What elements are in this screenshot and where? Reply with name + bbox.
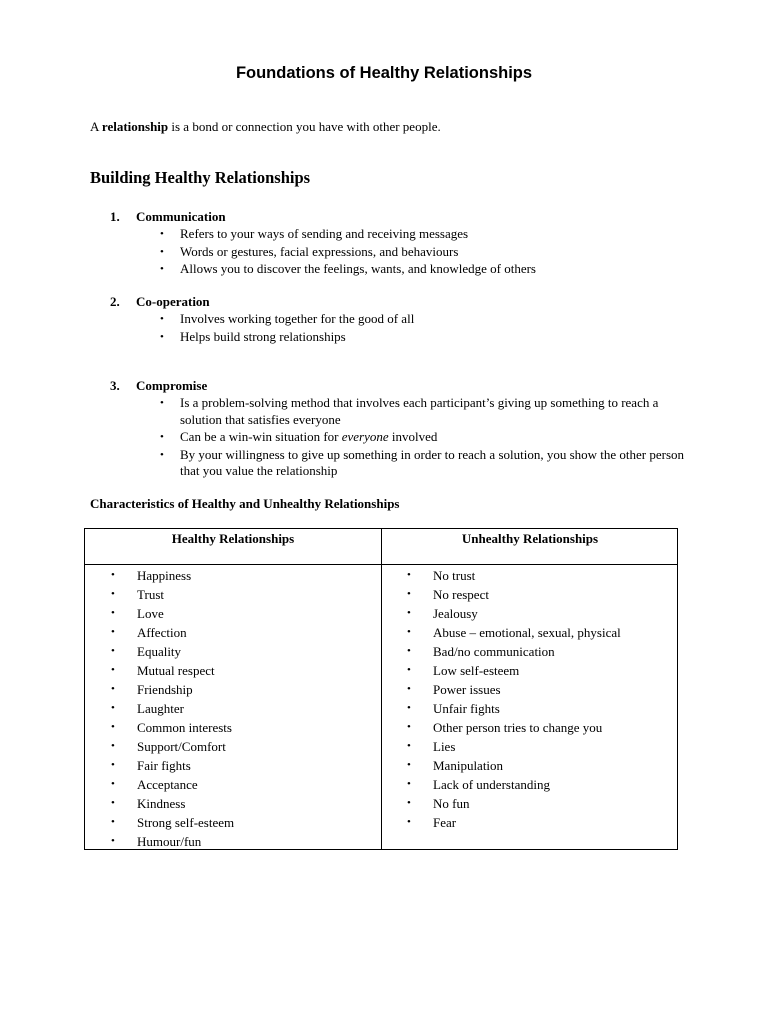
healthy-item-text: Support/Comfort <box>137 739 226 754</box>
bullet-icon: • <box>160 397 164 409</box>
list-item <box>160 244 710 261</box>
item-number: 1. <box>110 209 120 224</box>
healthy-item <box>111 794 234 813</box>
item-number: 3. <box>110 378 120 393</box>
bullet-icon: • <box>111 797 115 809</box>
list-item-text: Helps build strong relationships <box>180 328 346 344</box>
bullet-icon: • <box>111 759 115 771</box>
bullet-icon: • <box>407 607 411 619</box>
healthy-item <box>111 737 234 756</box>
bullet-icon: • <box>160 313 164 325</box>
healthy-item <box>111 775 234 794</box>
bullet-icon: • <box>111 683 115 695</box>
item-heading <box>110 208 710 226</box>
intro-term: relationship <box>101 119 169 134</box>
unhealthy-item <box>407 813 621 832</box>
bullet-icon: • <box>160 330 164 343</box>
healthy-item <box>111 585 234 604</box>
bullet-icon: • <box>407 702 411 714</box>
bullet-icon: • <box>111 778 115 790</box>
column-divider <box>381 529 382 849</box>
healthy-item-text: Humour/fun <box>137 834 202 849</box>
healthy-item-text: Trust <box>137 587 164 602</box>
healthy-item <box>111 566 234 585</box>
bullet-icon: • <box>111 664 115 676</box>
characteristics-table <box>84 528 678 850</box>
healthy-list <box>111 566 234 851</box>
healthy-item <box>111 756 234 775</box>
bullet-icon: • <box>160 431 164 443</box>
bullet-icon: • <box>160 448 164 461</box>
unhealthy-item <box>407 756 621 775</box>
list-item <box>160 261 710 278</box>
bullet-icon: • <box>111 645 115 657</box>
list-item <box>160 226 710 243</box>
bullet-icon: • <box>407 664 411 676</box>
unhealthy-item <box>407 604 621 623</box>
list-item <box>160 395 690 428</box>
healthy-item <box>111 699 234 718</box>
unhealthy-item <box>407 794 621 813</box>
bullet-icon: • <box>160 245 164 258</box>
item-bullet-list <box>110 395 690 480</box>
healthy-item-text: Strong self-esteem <box>137 815 235 830</box>
unhealthy-item <box>407 680 621 699</box>
page-title: Foundations of Healthy Relationships <box>235 64 533 82</box>
bullet-icon: • <box>111 607 115 619</box>
bullet-icon: • <box>407 588 411 600</box>
bullet-icon: • <box>407 626 411 638</box>
unhealthy-item <box>407 737 621 756</box>
list-item <box>160 447 690 480</box>
healthy-item <box>111 680 234 699</box>
unhealthy-item <box>407 775 621 794</box>
unhealthy-item-text: Power issues <box>433 682 501 697</box>
list-item <box>160 311 710 328</box>
unhealthy-item <box>407 585 621 604</box>
item-compromise <box>110 377 690 481</box>
healthy-item-text: Happiness <box>137 568 192 583</box>
unhealthy-item-text: Lack of understanding <box>433 777 550 792</box>
list-item-text: Allows you to discover the feelings, wants, and knowledge of others <box>180 261 536 276</box>
healthy-item <box>111 642 234 661</box>
healthy-item <box>111 832 234 851</box>
bullet-icon: • <box>160 263 164 275</box>
unhealthy-item-text: No fun <box>433 796 470 811</box>
bullet-icon: • <box>407 759 411 771</box>
item-heading <box>110 377 690 395</box>
unhealthy-item-text: Manipulation <box>433 758 504 773</box>
bullet-icon: • <box>407 778 411 790</box>
item-communication <box>110 208 710 279</box>
list-item-text: Refers to your ways of sending and receiving messages <box>180 226 469 241</box>
healthy-item-text: Fair fights <box>137 758 191 773</box>
intro-paragraph <box>90 119 441 135</box>
item-heading-text: Compromise <box>136 378 208 393</box>
header-row-divider <box>85 564 677 565</box>
bullet-icon: • <box>111 702 115 714</box>
list-item-text-before: Can be a win-win situation for <box>180 429 342 444</box>
healthy-item-text: Mutual respect <box>137 663 215 678</box>
healthy-item-text: Laughter <box>137 701 184 716</box>
bullet-icon: • <box>111 740 115 752</box>
item-number: 2. <box>110 294 120 309</box>
unhealthy-item <box>407 699 621 718</box>
healthy-column-header: Healthy Relationships <box>171 531 295 546</box>
list-item-text: Words or gestures, facial expressions, and behaviours <box>180 243 459 259</box>
unhealthy-item-text: Abuse – emotional, sexual, physical <box>433 625 621 640</box>
healthy-item-text: Kindness <box>137 796 186 811</box>
unhealthy-item-text: No respect <box>433 587 489 602</box>
bullet-icon: • <box>407 683 411 695</box>
list-item-text <box>180 429 437 444</box>
healthy-item-text: Love <box>137 606 164 621</box>
unhealthy-item <box>407 642 621 661</box>
unhealthy-item-text: Other person tries to change you <box>433 720 603 735</box>
bullet-icon: • <box>407 645 411 657</box>
bullet-icon: • <box>111 816 115 828</box>
unhealthy-item-text: Fear <box>433 815 457 830</box>
bullet-icon: • <box>111 569 115 581</box>
bullet-icon: • <box>407 797 411 809</box>
unhealthy-item <box>407 566 621 585</box>
bullet-icon: • <box>407 721 411 733</box>
healthy-item <box>111 813 234 832</box>
bullet-icon: • <box>111 835 115 847</box>
bullet-icon: • <box>160 228 164 240</box>
list-item-text-after: involved <box>388 429 438 444</box>
healthy-item-text: Equality <box>137 644 182 659</box>
healthy-item <box>111 623 234 642</box>
bullet-icon: • <box>407 816 411 828</box>
item-bullet-list <box>110 311 710 345</box>
healthy-item-text: Acceptance <box>137 777 198 792</box>
list-item <box>160 429 690 446</box>
bullet-icon: • <box>111 626 115 638</box>
healthy-item-text: Affection <box>137 625 187 640</box>
intro-prefix: A <box>90 119 102 134</box>
section-title: Building Healthy Relationships <box>90 168 311 187</box>
healthy-item <box>111 718 234 737</box>
unhealthy-item <box>407 661 621 680</box>
list-item-text: By your willingness to give up something in order to reach a solution, you show the other person that you value the relationship <box>180 446 685 478</box>
unhealthy-item-text: No trust <box>433 568 476 583</box>
healthy-item <box>111 604 234 623</box>
unhealthy-item-text: Lies <box>433 739 456 754</box>
unhealthy-item <box>407 718 621 737</box>
unhealthy-list <box>407 566 621 832</box>
bullet-icon: • <box>111 721 115 733</box>
bullet-icon: • <box>407 569 411 581</box>
intro-rest: is a bond or connection you have with other people. <box>168 119 441 134</box>
unhealthy-item-text: Low self-esteem <box>433 663 520 678</box>
item-heading-text: Co-operation <box>136 294 210 309</box>
unhealthy-item-text: Bad/no communication <box>433 644 555 659</box>
characteristics-title: Characteristics of Healthy and Unhealthy Relationships <box>90 496 400 511</box>
item-heading <box>110 293 710 311</box>
unhealthy-item-text: Jealousy <box>433 606 478 621</box>
unhealthy-item-text: Unfair fights <box>433 701 500 716</box>
unhealthy-column-header: Unhealthy Relationships <box>461 531 599 546</box>
list-item-text: Is a problem-solving method that involves each participant’s giving up something to reach a solution that satisfies everyone <box>180 395 659 427</box>
unhealthy-item <box>407 623 621 642</box>
item-co-operation <box>110 293 710 346</box>
item-bullet-list <box>110 226 710 278</box>
healthy-item-text: Common interests <box>137 720 232 735</box>
emphasis-word: everyone <box>341 429 389 444</box>
list-item-text: Involves working together for the good of all <box>180 311 415 326</box>
bullet-icon: • <box>407 740 411 752</box>
healthy-item-text: Friendship <box>137 682 193 697</box>
healthy-item <box>111 661 234 680</box>
bullet-icon: • <box>111 588 115 600</box>
list-item <box>160 329 710 346</box>
item-heading-text: Communication <box>136 209 226 224</box>
